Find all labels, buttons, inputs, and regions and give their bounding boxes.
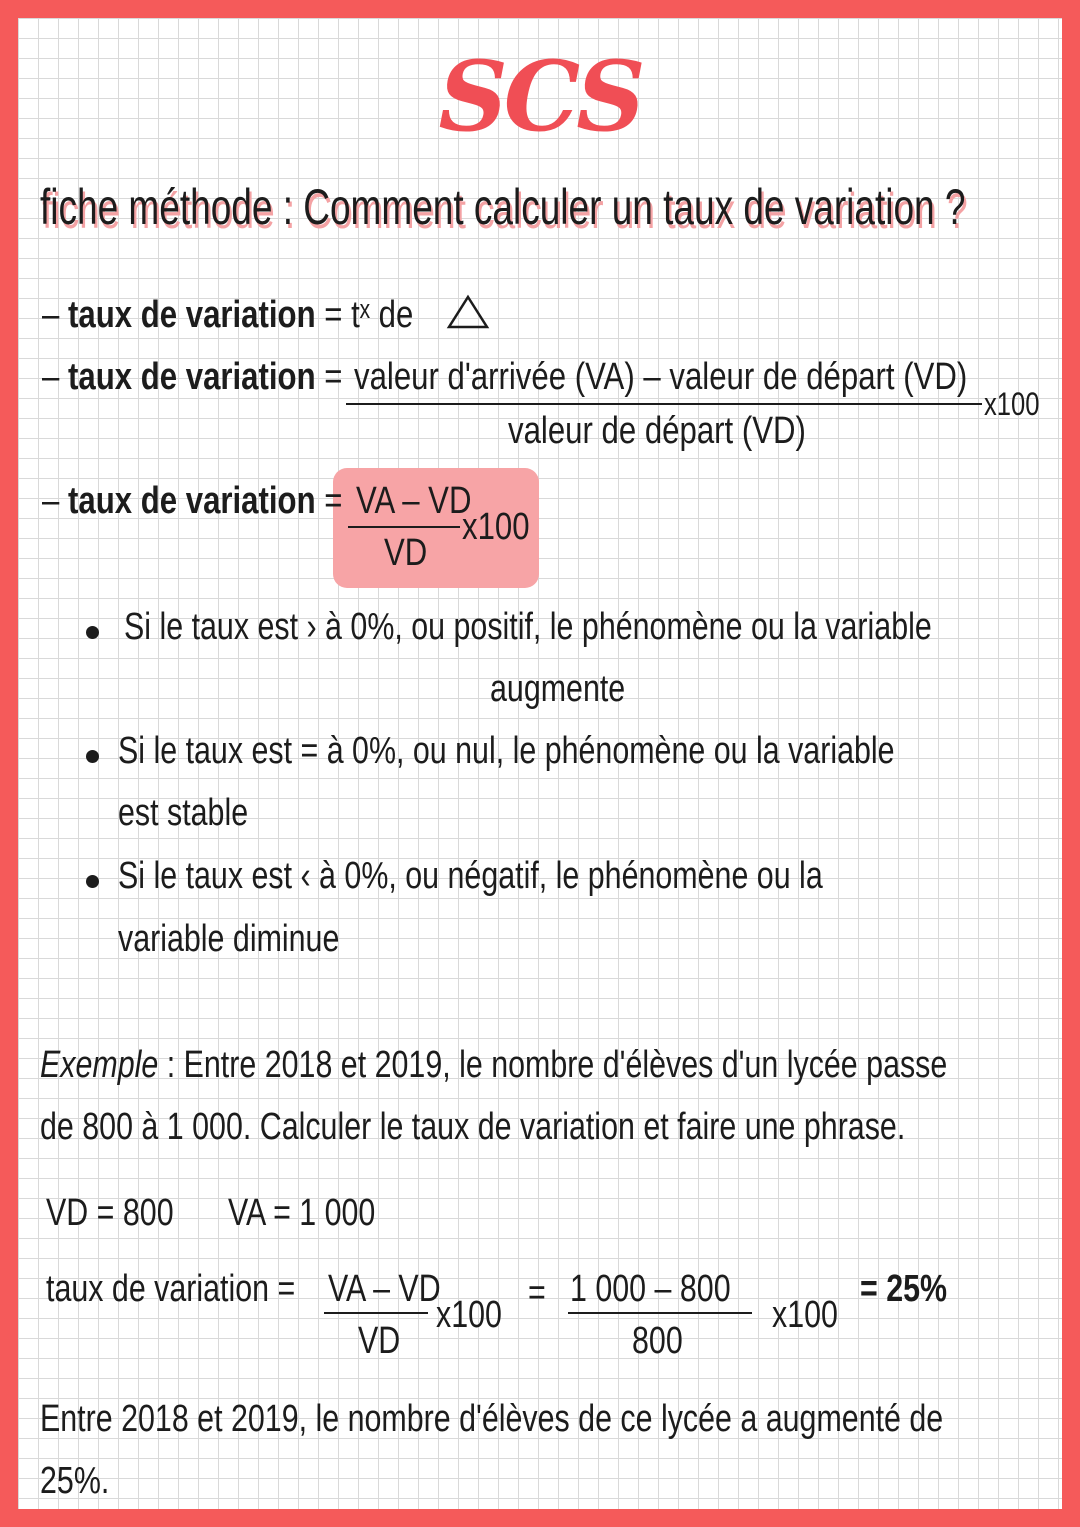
bullet-dot xyxy=(86,875,99,888)
dash: – xyxy=(42,356,60,398)
calc-label: taux de variation = xyxy=(46,1268,296,1310)
bullet-negative-line-2: variable diminue xyxy=(118,918,340,960)
bullet-dot xyxy=(86,626,99,639)
formula-numerator-long: valeur d'arrivée (VA) – valeur de départ (VD) xyxy=(354,356,968,398)
worksheet-page xyxy=(18,18,1062,1509)
multiplier-x100: x100 xyxy=(984,386,1040,422)
delta-triangle-icon xyxy=(446,294,490,330)
example-line-1 xyxy=(40,1044,947,1087)
equals-sign: = xyxy=(324,356,343,398)
calc-result: = 25% xyxy=(860,1268,948,1310)
fraction-bar xyxy=(348,526,460,528)
calc-multiplier-1: x100 xyxy=(436,1294,502,1336)
example-line-2: de 800 à 1 000. Calculer le taux de variation et faire une phrase. xyxy=(40,1106,906,1148)
va-value: VA = 1 000 xyxy=(228,1192,376,1234)
example-label: Exemple xyxy=(40,1044,159,1086)
bullet-zero-line-2: est stable xyxy=(118,792,249,834)
term-taux-de-variation: taux de variation xyxy=(67,294,316,336)
bullet-positive-line-1: Si le taux est › à 0%, ou positif, le phénomène ou la variable xyxy=(124,606,932,648)
fraction-bar xyxy=(568,1312,752,1314)
fraction-bar xyxy=(324,1312,428,1314)
fraction-bar xyxy=(346,403,982,405)
calc-denominator-2: 800 xyxy=(632,1320,683,1362)
calc-numerator-2: 1 000 – 800 xyxy=(570,1268,731,1310)
equals-sign: = xyxy=(324,480,343,522)
example-text: : Entre 2018 et 2019, le nombre d'élèves d'un lycée passe xyxy=(158,1044,948,1086)
calc-equals: = xyxy=(528,1272,546,1314)
calc-multiplier-2: x100 xyxy=(772,1294,838,1336)
conclusion-line-2: 25%. xyxy=(40,1460,110,1502)
conclusion-line-1: Entre 2018 et 2019, le nombre d'élèves de ce lycée a augmenté de xyxy=(40,1398,944,1440)
bullet-positive-line-2: augmente xyxy=(490,668,626,710)
calc-denominator-1: VD xyxy=(358,1320,401,1362)
logo-scs: SCS xyxy=(438,40,642,153)
formula-numerator-short: VA – VD xyxy=(356,480,472,522)
definition-line-2 xyxy=(42,356,342,399)
bullet-negative-line-1: Si le taux est ‹ à 0%, ou négatif, le phénomène ou la xyxy=(118,855,823,897)
dash: – xyxy=(42,480,60,522)
term-taux-de-variation: taux de variation xyxy=(67,356,316,398)
calc-numerator-1: VA – VD xyxy=(328,1268,441,1310)
page-title: fiche méthode : Comment calculer un taux de variation ? xyxy=(40,179,966,235)
dash: – xyxy=(42,294,60,336)
definition-line-3 xyxy=(42,480,342,523)
vd-value: VD = 800 xyxy=(46,1192,174,1234)
bullet-dot xyxy=(86,750,99,763)
definition-1-rest: = tˣ de xyxy=(324,294,414,336)
bullet-zero-line-1: Si le taux est = à 0%, ou nul, le phénomène ou la variable xyxy=(118,730,895,772)
formula-denominator-long: valeur de départ (VD) xyxy=(508,410,806,452)
formula-denominator-short: VD xyxy=(384,532,428,574)
multiplier-x100: x100 xyxy=(462,506,530,548)
term-taux-de-variation: taux de variation xyxy=(67,480,316,522)
definition-line-1 xyxy=(42,294,413,337)
